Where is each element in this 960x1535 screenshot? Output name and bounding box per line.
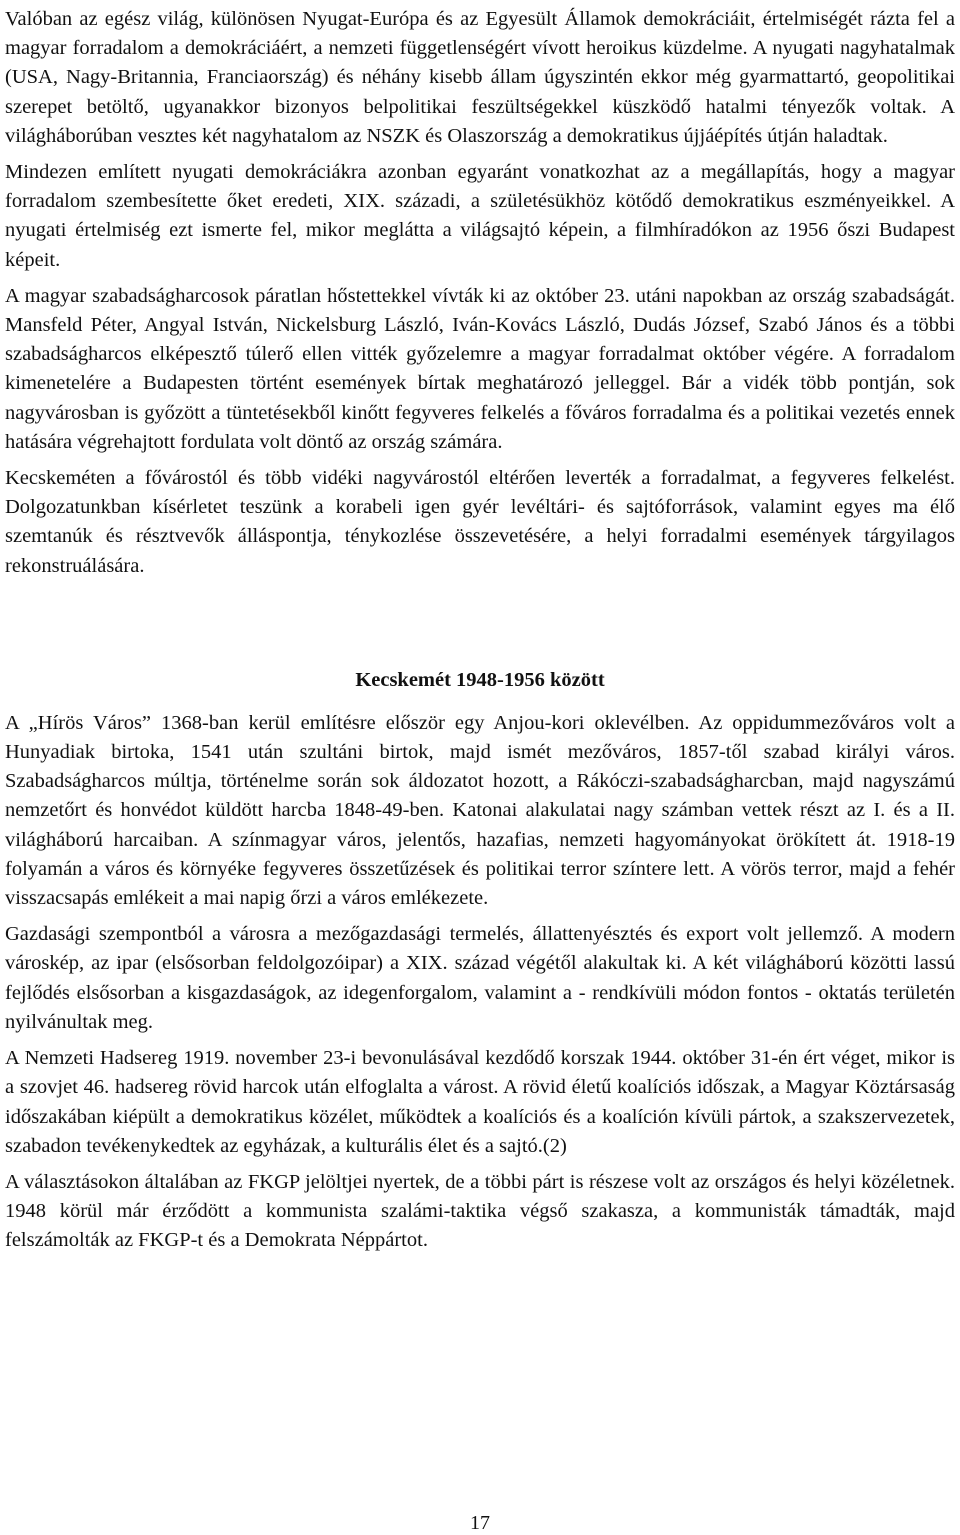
section-heading: Kecskemét 1948-1956 között [355,668,605,691]
paragraph: A választásokon általában az FKGP jelöltjei nyertek, de a többi párt is részese volt az országos és helyi közéletnek. 1948 körül már érződött a kommunista szalámi-taktika végső szakasza, a kommunisták támadták, majd felszámolták az FKGP-t és a Demokrata Néppártot. [5,1170,955,1252]
paragraph: Kecskeméten a fővárostól és több vidéki nagyvárostól eltérően leverték a forradalmat, a fegyveres felkelést. Dolgozatunkban kísérletet teszünk a korabeli igen gyér levéltári- és sajtóforrások, valamint egyes ma élő szemtanúk és résztvevők álláspontja, ténykozlése összevetésére, a helyi forradalmi események tárgyilagos rekonstruálására. [5,467,955,577]
paragraph: Mindezen említett nyugati demokráciákra azonban egyaránt vonatkozhat az a megállapítás, hogy a magyar forradalom szembesítette őket eredeti, XIX. századi, a születésükhöz kötődő demokratikus eszményeikkel. A nyugati értelmiség ezt ismerte fel, mikor meglátta a világsajtó képein, a filmhíradókon az 1956 őszi Budapest képeit. [5,161,955,271]
paragraph: A „Hírös Város” 1368-ban kerül említésre először egy Anjou-kori oklevélben. Az oppidummezőváros volt a Hunyadiak birtoka, 1541 után szultáni birtok, majd ismét mezőváros, 1857-től szabad királyi város. Szabadságharcos múltja, történelme során sok áldozatot hozott, a Rákóczi-szabadságharcban, majd nagyszámú nemzetőrt és honvédot küldött harcba 1848-49-ben. Katonai alakulatai nagy számban vettek részt az I. és a II. világháború harcaiban. A színmagyar város, jelentős, hazafias, nemzeti hagyományokat örökített át. 1918-19 folyamán a város és környéke fegyveres összetűzések és politikai terror színtere lett. A vörös terror, majd a fehér visszacsapás emlékeit a mai napig őrzi a város emlékezete. [5,711,955,910]
paragraph: Gazdasági szempontból a városra a mezőgazdasági termelés, állattenyésztés és export volt jellemző. A modern városkép, az ipar (elsősorban feldolgozóipar) a XIX. század végétől alakultak ki. A két világháború közötti lassú fejlődés elsősorban a kisgazdaságok, az idegenforgalom, valamint a - rendkívüli módon fontos - oktatás területén nyilvánultak meg. [5,923,955,1033]
page-number: 17 [470,1512,490,1534]
paragraph: A magyar szabadságharcosok páratlan hőstettekkel vívták ki az október 23. utáni napokban az ország szabadságát. Mansfeld Péter, Angyal István, Nickelsburg László, Iván-Kovács László, Dudás József, Szabó János és a többi szabadságharcos elképesztő túlerő ellen vitték győzelemre a magyar forradalmat október végére. A forradalom kimenetelére a Budapesten történt események bírtak meghatározó jelleggel. Bár a vidék több pontján, sok nagyvárosban is győzött a tüntetésekből kinőtt fegyveres felkelés a főváros forradalma és a politikai vezetés ennek hatására végrehajtott fordulata volt döntő az ország számára. [5,284,955,453]
paragraph: Valóban az egész világ, különösen Nyugat-Európa és az Egyesült Államok demokráciáit, értelmiségét rázta fel a magyar forradalom a demokráciáért, a nemzeti függetlenségért vívott heroikus küzdelme. A nyugati nagyhatalmak (USA, Nagy-Britannia, Franciaország) és néhány kisebb állam úgyszintén ekkor még gyarmattartó, geopolitikai szerepet betöltő, ugyanakkor bizonyos belpolitikai feszültségekkel küszködő hatalmi tényezők voltak. A világháborúban vesztes két nagyhatalom az NSZK és Olaszország a demokratikus újjáépítés útján haladtak. [5,8,955,147]
document-page [5,0,955,1256]
paragraph: A Nemzeti Hadsereg 1919. november 23-i bevonulásával kezdődő korszak 1944. október 31-én ért véget, mikor is a szovjet 46. hadsereg rövid harcok után elfoglalta a várost. A rövid életű koalíciós időszak, a Magyar Köztársaság időszakában kiépült a demokratikus közélet, működtek a koalíciós és a koalíción kívüli pártok, a szakszervezetek, szabadon tevékenykedtek az egyházak, a kulturális élet és a sajtó.(2) [5,1047,955,1157]
